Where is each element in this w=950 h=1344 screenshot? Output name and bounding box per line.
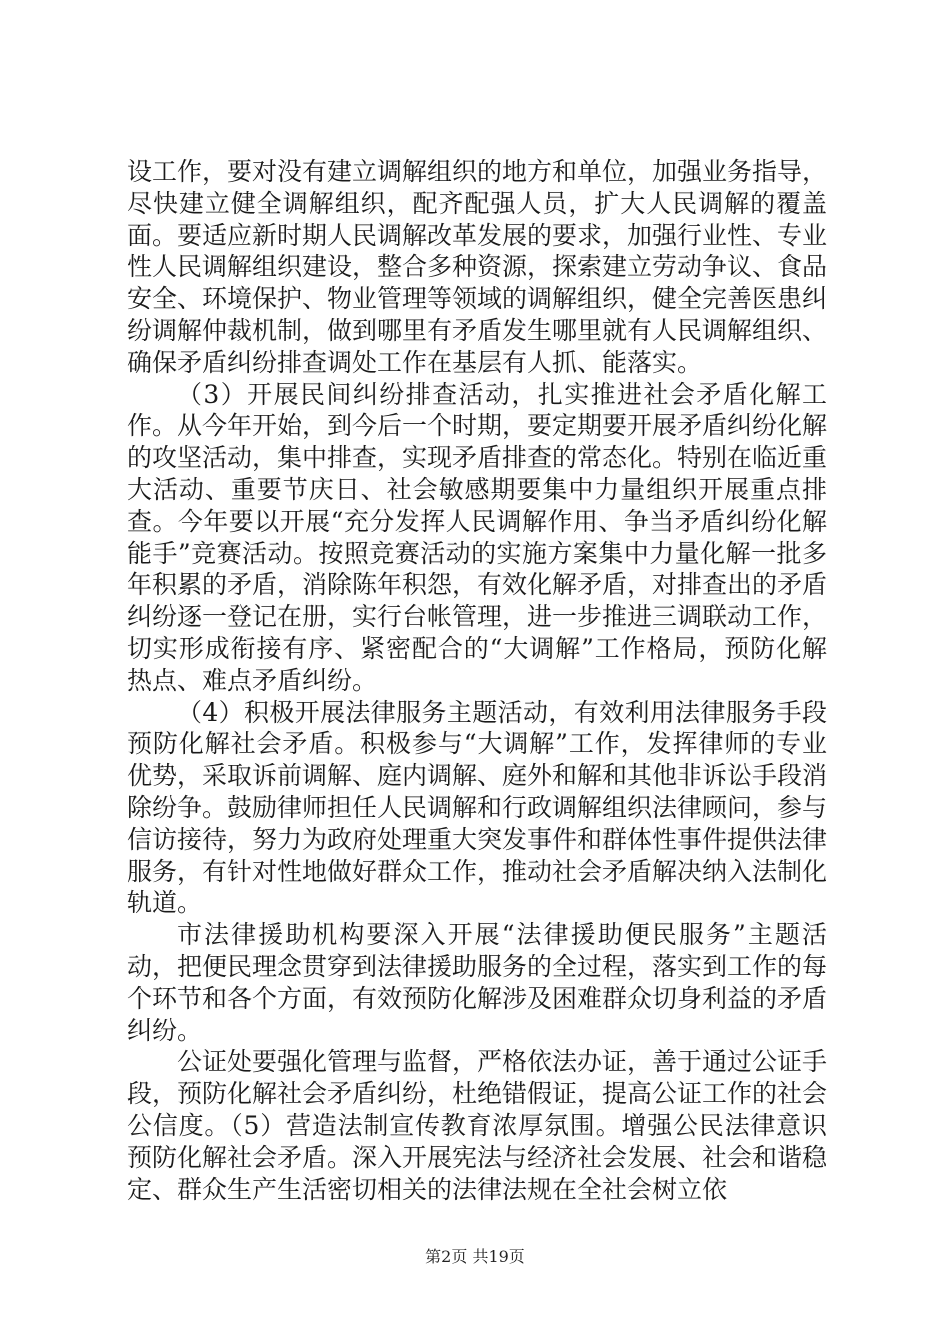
paragraph-5: 公证处要强化管理与监督，严格依法办证，善于通过公证手段，预防化解社会矛盾纠纷，杜绝错假证，提高公证工作的社会公信度。（5）营造法制宣传教育浓厚氛围。增强公民法律意识预防化解社会矛盾。深入开展宪法与经济社会发展、社会和谐稳定、群众生产生活密切相关的法律法规在全社会树立依 (127, 1047, 828, 1204)
paragraph-2: （3）开展民间纠纷排查活动，扎实推进社会矛盾化解工作。从今年开始，到今后一个时期，要定期要开展矛盾纠纷化解的攻坚活动，集中排查，实现矛盾排查的常态化。特别在临近重大活动、重要节庆日、社会敏感期要集中力量组织开展重点排查。今年要以开展“充分发挥人民调解作用、争当矛盾纠纷化解能手”竞赛活动。按照竞赛活动的实施方案集中力量化解一批多年积累的矛盾，消除陈年积怨，有效化解矛盾，对排查出的矛盾纠纷逐一登记在册，实行台帐管理，进一步推进三调联动工作，切实形成衔接有序、紧密配合的“大调解”工作格局，预防化解热点、难点矛盾纠纷。 (127, 379, 828, 695)
paragraph-3: （4）积极开展法律服务主题活动，有效利用法律服务手段预防化解社会矛盾。积极参与“大调解”工作，发挥律师的专业优势，采取诉前调解、庭内调解、庭外和解和其他非诉讼手段消除纷争。鼓励律师担任人民调解和行政调解组织法律顾问，参与信访接待，努力为政府处理重大突发事件和群体性事件提供法律服务，有针对性地做好群众工作，推动社会矛盾解决纳入法制化轨道。 (127, 697, 828, 918)
paragraph-4: 市法律援助机构要深入开展“法律援助便民服务”主题活动，把便民理念贯穿到法律援助服务的全过程，落实到工作的每个环节和各个方面，有效预防化解涉及困难群众切身利益的矛盾纠纷。 (127, 920, 828, 1045)
paragraph-1: 设工作，要对没有建立调解组织的地方和单位，加强业务指导，尽快建立健全调解组织，配齐配强人员，扩大人民调解的覆盖面。要适应新时期人民调解改革发展的要求，加强行业性、专业性人民调解组织建设，整合多种资源，探索建立劳动争议、食品安全、环境保护、物业管理等领域的调解组织，健全完善医患纠纷调解仲裁机制，做到哪里有矛盾发生哪里就有人民调解组织、确保矛盾纠纷排查调处工作在基层有人抓、能落实。 (127, 157, 828, 377)
body-text (127, 156, 827, 1205)
page-footer: 第2页 共19页 (425, 1247, 525, 1266)
